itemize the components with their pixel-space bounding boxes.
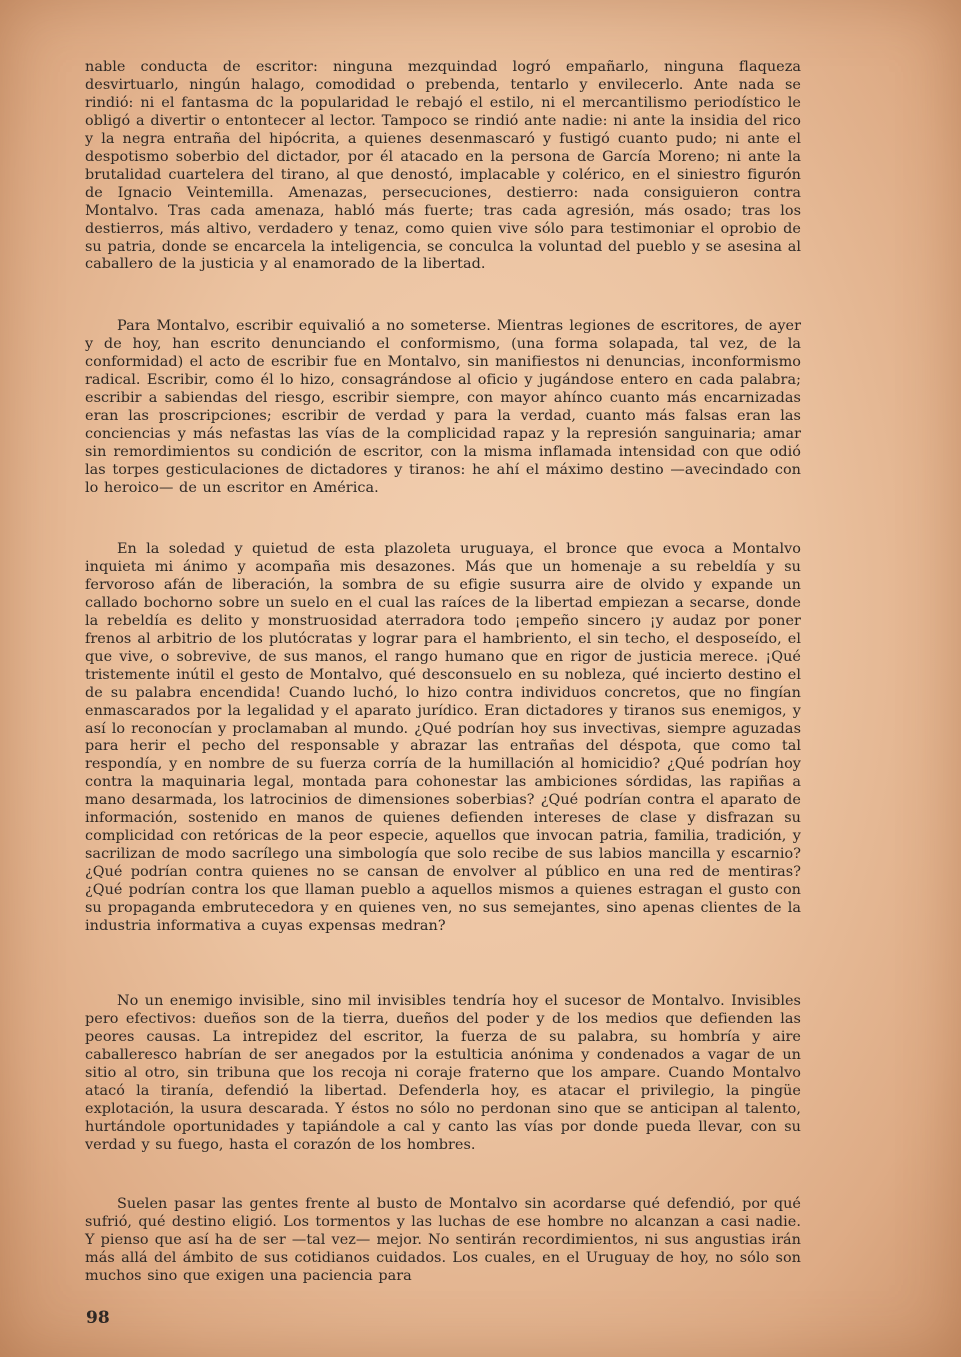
paragraph-text: No un enemigo invisible, sino mil invisibles tendría hoy el sucesor de Montalvo. Invisibles pero efectivos: dueños son de la tierra, dueños del poder y de los medios que defienden las peores causas. La intrepidez del escritor, la fuerza de su palabra, su hombría y aire caballeresco habrían de ser anegados por la estulticia anónima y condenados a vagar de un sitio al otro, sin tribuna que los recoja ni coraje fraterno que los ampare. Cuando Montalvo atacó la tiranía, defendió la libertad. Defenderla hoy, es atacar el privilegio, la pingüe explotación, la usura descarada. Y éstos no sólo no perdonan sino que se anticipan al talento, hurtándole oportunidades y tapiándole a cal y canto las vías por donde pueda llevar, con su verdad y su fuego, hasta el corazón de los hombres. — [85, 993, 801, 1153]
paragraph-text: Suelen pasar las gentes frente al busto de Montalvo sin acordarse qué defendió, por qué sufrió, qué destino eligió. Los tormentos y las luchas de ese hombre no alcanzan a casi nadie. Y pienso que así ha de ser —tal vez— mejor. No sentirán recordimientos, ni sus angustias irán más allá del ámbito de sus cotidianos cuidados. Los cuales, en el Uruguay de hoy, no sólo son muchos sino que exigen una paciencia para — [85, 1196, 801, 1284]
paragraph-text: Para Montalvo, escribir equivalió a no someterse. Mientras legiones de escritores, de ayer y de hoy, han escrito denunciando el conformismo, (una forma solapada, tal vez, de la conformidad) el acto de escribir fue en Montalvo, sin manifiestos ni denuncias, inconformismo radical. Escribir, como él lo hizo, consagrándose al oficio y jugándose entero en cada palabra; escribir a sabiendas del riesgo, escribir siempre, con mayor ahínco cuanto más encarnizadas eran las proscripciones; escribir de verdad y para la verdad, cuanto más falsas eran las conciencias y más nefastas las vías de la complicidad rapaz y la represión sanguinaria; amar sin remordimientos su condición de escritor, con la misma inflamada intensidad con que odió las torpes gesticulaciones de dictadores y tiranos: he ahí el máximo destino —avecindado con lo heroico— de un escritor en América. — [85, 318, 801, 496]
paragraph-3 — [85, 541, 801, 936]
paragraph-2 — [85, 318, 801, 498]
paragraph-text: En la soledad y quietud de esta plazoleta uruguaya, el bronce que evoca a Montalvo inquieta mi ánimo y acompaña mis desazones. Más que un homenaje a su rebeldía y su fervoroso afán de liberación, la sombra de su efigie susurra aire de olvido y expande un callado bochorno sobre un suelo en el cual las raíces de la libertad empiezan a secarse, donde la rebeldía es delito y monstruosidad aterradora todo ¡empeño sincero ¡y audaz por poner frenos al arbitrio de los plutócratas y lograr para el hambriento, el sin techo, el desposeído, el que vive, o sobrevive, de sus manos, el rango humano que en rigor de justicia merece. ¡Qué tristemente inútil el gesto de Montalvo, qué desconsuelo en su nobleza, qué incierto destino el de su palabra encendida! Cuando luchó, lo hizo contra individuos concretos, que no fingían enmascarados por la legalidad y el aparato jurídico. Eran dictadores y tiranos sus enemigos, y así lo reconocían y proclamaban al mundo. ¿Qué podrían hoy sus invectivas, siempre aguzadas para herir el pecho del responsable y abrazar las entrañas del déspota, que como tal respondía, y en nombre de su fuerza corría de la humillación al homicidio? ¿Qué podrían hoy contra la maquinaria legal, montada para cohonestar las ambiciones sórdidas, las rapiñas a mano desarmada, los latrocinios de dimensiones soberbias? ¿Qué podrían contra el aparato de información, sostenido en manos de quienes defienden intereses de clase y disfrazan su complicidad con retóricas de la peor especie, aquellos que invocan patria, familia, tradición, y sacrilizan de modo sacrílego una simbología que solo recibe de sus labios mancilla y escarnio? ¿Qué podrían contra quienes no se cansan de envolver al público en una red de mentiras? ¿Qué podrían contra los que llaman pueblo a aquellos mismos a quienes estragan el gusto con su propaganda embrutecedora y en quienes ven, no sus semejantes, sino apenas clientes de la industria informativa a cuyas expensas medran? — [85, 541, 801, 935]
paragraph-text: nable conducta de escritor: ninguna mezquindad logró empañarlo, ninguna flaqueza desvirtuarlo, ningún halago, comodidad o prebenda, tentarlo y envilecerlo. Ante nada se rindió: ni el fantasma dc la popularidad le rebajó el estilo, ni el mercantilismo periodístico le obligó a divertir o entontecer al lector. Tampoco se rindió ante nadie: ni ante la insidia del rico y la negra entraña del hipócrita, a quienes desenmascaró y fustigó cuanto pudo; ni ante el despotismo soberbio del dictador, por él atacado en la persona de García Moreno; ni ante la brutalidad cuartelera del tirano, al que denostó, implacable y colérico, en el siniestro figurón de Ignacio Veintemilla. Amenazas, persecuciones, destierro: nada consiguieron contra Montalvo. Tras cada amenaza, habló más fuerte; tras cada agresión, más osado; tras los destierros, más altivo, verdadero y tenaz, como quien vive sólo para testimoniar el oprobio de su patria, donde se encarcela la inteligencia, se conculca la voluntad del pueblo y se asesina al caballero de la justicia y al enamorado de la libertad. — [85, 59, 801, 273]
paragraph-5 — [85, 1196, 801, 1286]
page-number: 98 — [86, 1308, 110, 1328]
paragraph-4 — [85, 993, 801, 1155]
paragraph-1 — [85, 59, 801, 274]
